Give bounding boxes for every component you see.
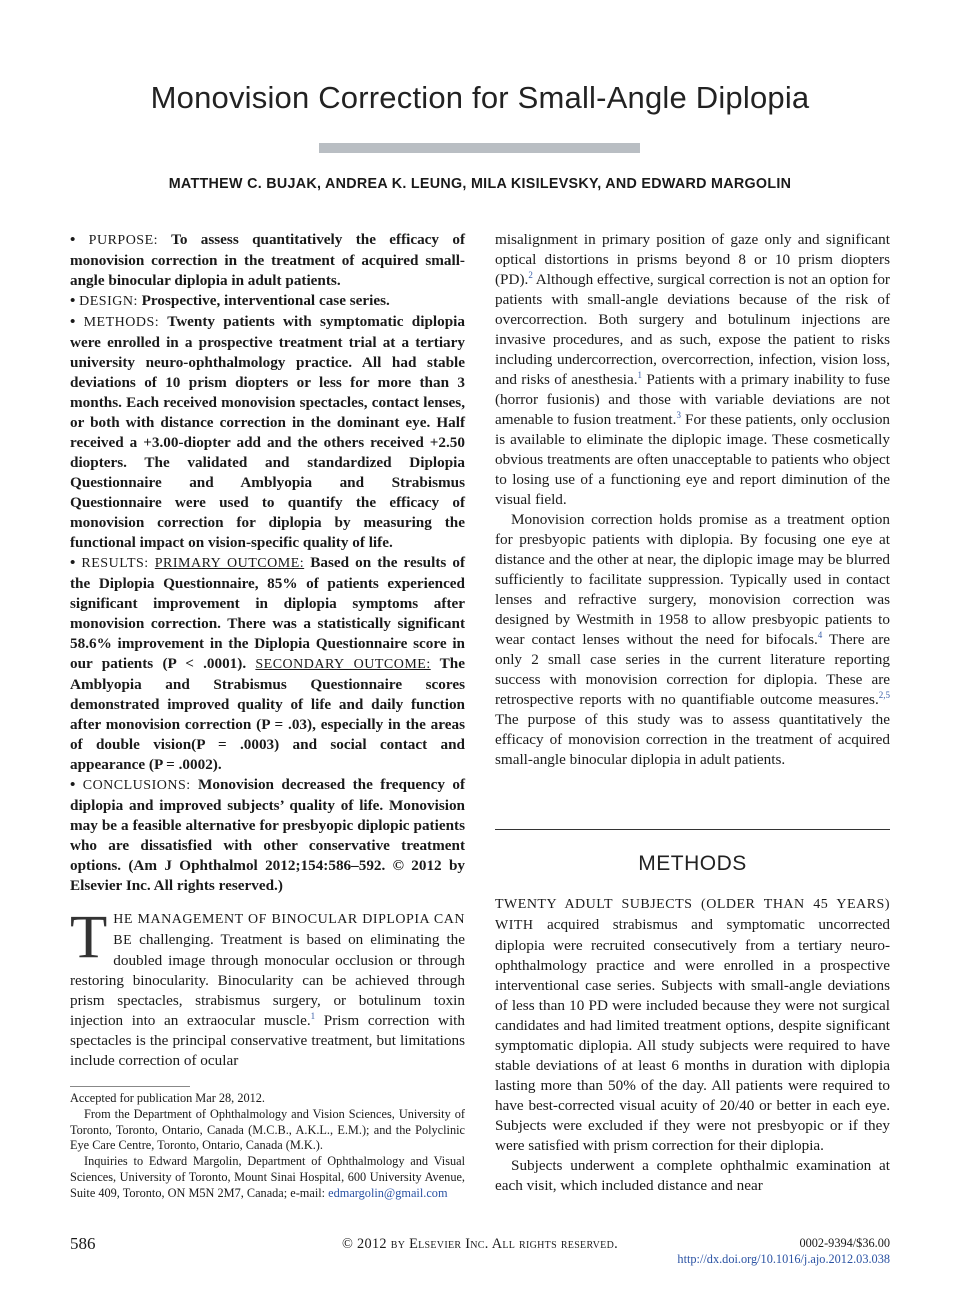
design-label: DESIGN:	[79, 294, 138, 309]
intro-paragraph: THE MANAGEMENT OF BINOCULAR DIPLOPIA CAN BE challenging. Treatment is based on eliminating the doubled image through monocular occlusion or through restoring binocularity. Binocularity can be achieved through prism spectacles, strabismus surgery, or botulinum toxin injection into an extraocular muscle.$^1$ Prism correction with spectacles is the principal conservative treatment, but limitations include correction of ocular	[70, 904, 465, 1069]
methods-label: METHODS:	[83, 315, 160, 330]
abstract-conclusions: • CONCLUSIONS: Monovision decreased the frequency of diplopia and improved subjects’ quality of life. Monovision may be a feasible alternative for presbyopic diplopic patients who are dissatisfied with other conservative treatment options. (Am J Ophthalmol 2012;154:586–592. © 2012 by Elsevier Inc. All rights reserved.)	[70, 776, 466, 894]
results-label: RESULTS:	[81, 556, 149, 571]
abstract-purpose: • PURPOSE: To assess quantitatively the efficacy of monovision correction in the treatment of acquired small-angle binocular diplopia in adult patients.	[70, 231, 466, 289]
primary-outcome-label: PRIMARY OUTCOME:	[154, 556, 305, 571]
reference-link[interactable]: 2,5	[878, 689, 890, 700]
drop-cap: T	[70, 904, 108, 971]
conclusions-label: CONCLUSIONS:	[82, 778, 191, 793]
abstract	[70, 230, 465, 896]
intro-continuation: misalignment in primary position of gaze only and significant optical distortions in prisms beyond 8 or 10 prism diopters (PD).$^2$ Although effective, surgical correction is not an option for patients with small-angle deviations because of the risk of overcorrection. Both surgery and botulinum injections are invasive procedures, and as such, expose the patient to risks including undercorrection, overcorrection, infection, vision loss, and risks of anesthesia.$^1$ Patients with a primary inability to fuse (horror fusionis) and those with variable deviations are not amenable to fusion treatment.$^3$ For these patients, only occlusion is available to eliminate the diplopic image. These cosmetically obvious treatments are often unacceptable to patients who object to losing use of a functioning eye and report diminution of the visual field. Monovision correction holds promise as a treatment option for presbyopic patients with diplopia. By focusing one eye at distance and the other at near, the diplopic image may be blurred sufficiently to facilitate suppression. Typically used in contact lenses and refractive surgery, monovision correction was designed by Westmith in 1958 to allow presbyopic patients to wear contact lenses without the need for bifocals.$^4$ There are only 2 small case series in the current literature reporting success with monovision correction for diplopia. These are retrospective reports with no quantifiable outcome measures.$^{2,5}$ The purpose of this study was to assess quantitatively the efficacy of monovision correction in the treatment of acquired small-angle binocular diplopia in adult patients.	[495, 231, 891, 768]
purpose-label: PURPOSE:	[88, 233, 159, 248]
correspondence-note: Inquiries to Edward Margolin, Department of Ophthalmology and Visual Sciences, University of Toronto, Mount Sinai Hospital, 600 University Avenue, Suite 409, Toronto, ON M5N 2M7, Canada; e-mail: edmargolin@gmail.com	[70, 1154, 465, 1200]
reference-link[interactable]: 2	[528, 269, 533, 280]
copyright-notice: © 2012 by Elsevier Inc. All rights reserved.	[342, 1236, 618, 1252]
title-underline-bar	[319, 143, 640, 153]
reference-link[interactable]: 1	[310, 1010, 316, 1021]
accepted-date: Accepted for publication Mar 28, 2012.	[70, 1091, 265, 1105]
methods-section: TWENTY ADULT SUBJECTS (OLDER THAN 45 YEARS) WITH acquired strabismus and symptomatic uncorrected diplopia were recruited consecutively from a tertiary neuro-ophthalmology practice and were enrolled in a prospective interventional case series. Subjects with small-angle deviations of less than 10 PD were included because they were not surgical candidates and had limited treatment options, despite significant symptomatic diplopia. All study subjects were required to have stable deviations of at least 6 months in duration with diplopia lasting more than 50% of the day. All patients were required to have best-corrected visual acuity of 20/40 or better in each eye. Subjects were excluded if they were not presbyopic or if they were satisfied with prism correction for their diplopia. Subjects underwent a complete ophthalmic examination at each visit, which included distance and near	[495, 897, 891, 1194]
reference-link[interactable]: 4	[817, 629, 823, 640]
doi-link[interactable]: http://dx.doi.org/10.1016/j.ajo.2012.03.038	[677, 1252, 890, 1266]
section-divider	[495, 829, 890, 830]
reference-link[interactable]: 1	[637, 369, 642, 380]
author-list: MATTHEW C. BUJAK, ANDREA K. LEUNG, MILA KISILEVSKY, AND EDWARD MARGOLIN	[168, 176, 792, 192]
page-number: 586	[70, 1234, 96, 1253]
email-link[interactable]: edmargolin@gmail.com	[328, 1185, 448, 1200]
secondary-outcome-label: SECONDARY OUTCOME:	[255, 657, 431, 672]
reference-link[interactable]: 3	[676, 409, 681, 420]
abstract-results: • RESULTS: PRIMARY OUTCOME: Based on the results of the Diplopia Questionnaire, 85% of patients experienced significant improvement in diplopia symptoms after monovision correction. There was a statistically significant 58.6% improvement in the Diplopia Questionnaire score in our patients (P < .0001). SECONDARY OUTCOME: The Amblyopia and Strabismus Questionnaire scores demonstrated improved quality of life and daily function after monovision correction (P = .03), especially in the areas of double vision(P = .0003) and social contact and appearance (P = .0002).	[70, 554, 466, 773]
methods-heading: METHODS	[638, 852, 747, 875]
footnote-divider	[70, 1086, 190, 1087]
footnotes	[70, 1091, 465, 1202]
abstract-design: • DESIGN: Prospective, interventional case series.	[70, 292, 390, 309]
affiliation-note: From the Department of Ophthalmology and Vision Sciences, University of Toronto, Toronto, Ontario, Canada (M.C.B., A.K.L., E.M.); and the Polyclinic Eye Care Centre, Toronto, Ontario, Canada (M.K.).	[70, 1106, 465, 1153]
issn-price: 0002-9394/$36.00	[799, 1236, 890, 1250]
abstract-methods: • METHODS: Twenty patients with symptomatic diplopia were enrolled in a prospective treatment trial at a tertiary university neuro-ophthalmology practice. All had stable deviations of 10 prism diopters or less for more than 3 months. Each received monovision spectacles, contact lenses, or both with distance correction in the dominant eye. Half received a +3.00-diopter add and the others received +2.50 diopters. The validated and standardized Diplopia Questionnaire and Amblyopia and Strabismus Questionnaire were used to quantify the efficacy of monovision correction for diplopia by measuring the functional impact on vision-specific quality of life.	[70, 313, 465, 551]
article-title: Monovision Correction for Small-Angle Diplopia	[150, 80, 810, 115]
